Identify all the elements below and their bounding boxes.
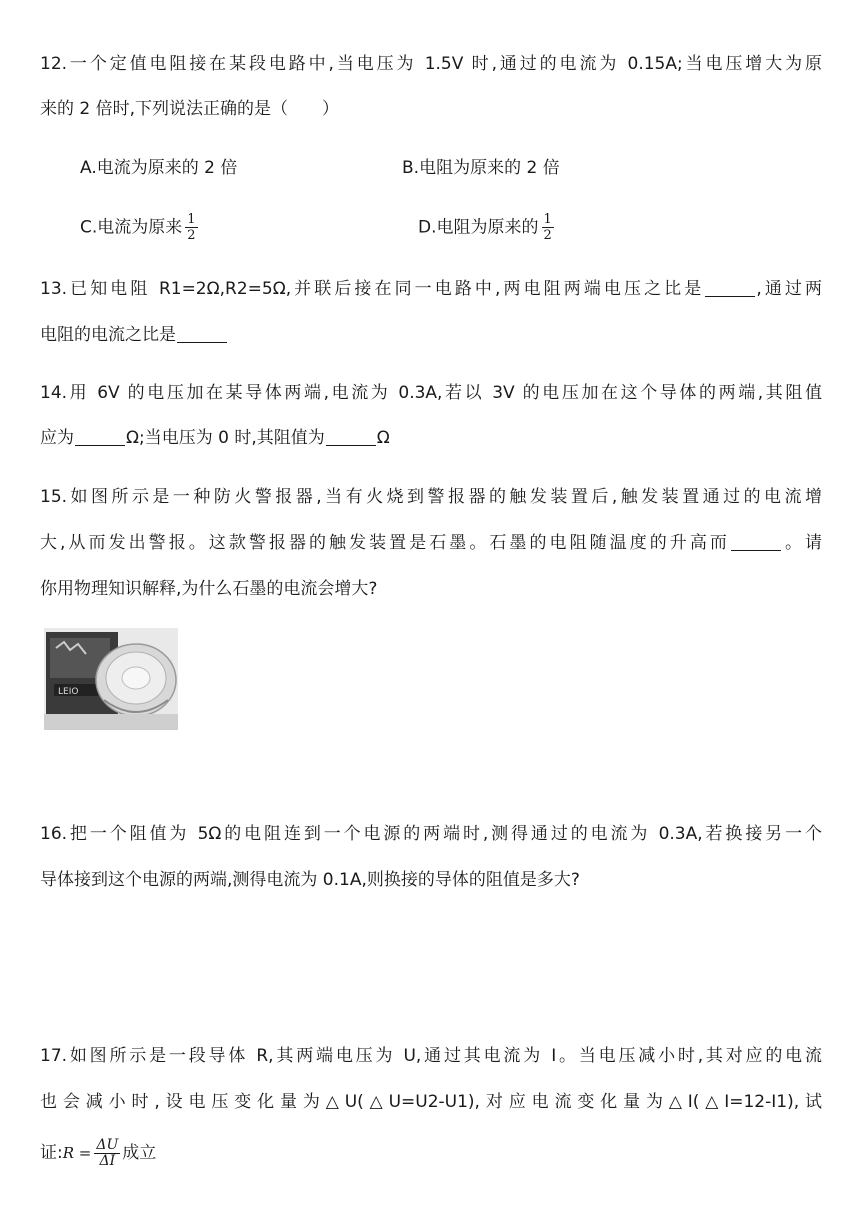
q14-line-2 <box>40 426 822 450</box>
q12-option-d-text: D.电阻为原来的 <box>418 217 539 238</box>
q12-option-d <box>418 212 554 243</box>
equation-denominator: ΔI <box>94 1153 120 1169</box>
fraction-numerator: 1 <box>543 212 552 227</box>
q14-text-c: Ω <box>376 428 390 448</box>
q15-line-2 <box>40 531 822 555</box>
answer-blank[interactable] <box>731 532 781 551</box>
q15-line-1: 15.如图所示是一种防火警报器,当有火烧到警报器的触发装置后,触发装置通过的电流增 <box>40 487 822 507</box>
q13-text-b: ,通过两 <box>756 279 822 299</box>
q13-text-a: 13.已知电阻 R1=2Ω,R2=5Ω,并联后接在同一电路中,两电阻两端电压之比是 <box>40 279 705 299</box>
q17-text-b: 成立 <box>122 1143 157 1163</box>
answer-blank[interactable] <box>326 427 376 446</box>
q12-option-c <box>80 212 198 243</box>
fraction-numerator: 1 <box>187 212 196 227</box>
answer-blank[interactable] <box>177 324 227 343</box>
q14-text-a: 应为 <box>40 428 74 448</box>
equation-lhs: R = <box>62 1144 92 1162</box>
q15-line-3: 你用物理知识解释,为什么石墨的电流会增大? <box>40 579 378 599</box>
q12-line-1: 12.一个定值电阻接在某段电路中,当电压为 1.5V 时,通过的电流为 0.15A;当电压增大为原 <box>40 54 822 74</box>
fraction-denominator: 2 <box>543 228 552 243</box>
q14-text-b: Ω;当电压为 0 时,其阻值为 <box>126 428 325 448</box>
q16-line-2: 导体接到这个电源的两端,测得电流为 0.1A,则换接的导体的阻值是多大? <box>40 870 580 890</box>
q12-option-b: B.电阻为原来的 2 倍 <box>402 158 560 178</box>
q17-line-2: 也会减小时,设电压变化量为△U(△U=U2-U1),对应电流变化量为△I(△I=12-I1),试 <box>40 1092 822 1112</box>
equation-numerator: ΔU <box>96 1136 119 1153</box>
q13-text-c: 电阻的电流之比是 <box>40 325 176 345</box>
q15-text-a: 大,从而发出警报。这款警报器的触发装置是石墨。石墨的电阻随温度的升高而 <box>40 533 730 553</box>
fraction-denominator: 2 <box>187 228 196 243</box>
q17-line-1: 17.如图所示是一段导体 R,其两端电压为 U,通过其电流为 I。当电压减小时,其对应的电流 <box>40 1046 822 1066</box>
q14-line-1: 14.用 6V 的电压加在某导体两端,电流为 0.3A,若以 3V 的电压加在这个导体的两端,其阻值 <box>40 383 822 403</box>
answer-blank[interactable] <box>705 278 755 297</box>
equation-fraction <box>94 1138 120 1169</box>
q13-line-1 <box>40 277 822 301</box>
q12-option-c-text: C.电流为原来 <box>80 217 183 238</box>
q16-line-1: 16.把一个阻值为 5Ω的电阻连到一个电源的两端时,测得通过的电流为 0.3A,若换接另一个 <box>40 824 822 844</box>
q17-text-a: 证: <box>40 1143 63 1163</box>
q15-text-b: 。请 <box>781 533 823 553</box>
q13-line-2 <box>40 323 822 347</box>
fraction-one-half <box>185 212 197 243</box>
smoke-detector-photo <box>44 628 178 730</box>
answer-blank[interactable] <box>75 427 125 446</box>
q17-line-3 <box>40 1133 822 1173</box>
fraction-one-half <box>542 212 554 243</box>
photo-box-label: LEIO <box>58 687 79 697</box>
q12-line-2: 来的 2 倍时,下列说法正确的是（ ） <box>40 99 340 119</box>
q12-option-a: A.电流为原来的 2 倍 <box>80 158 238 178</box>
